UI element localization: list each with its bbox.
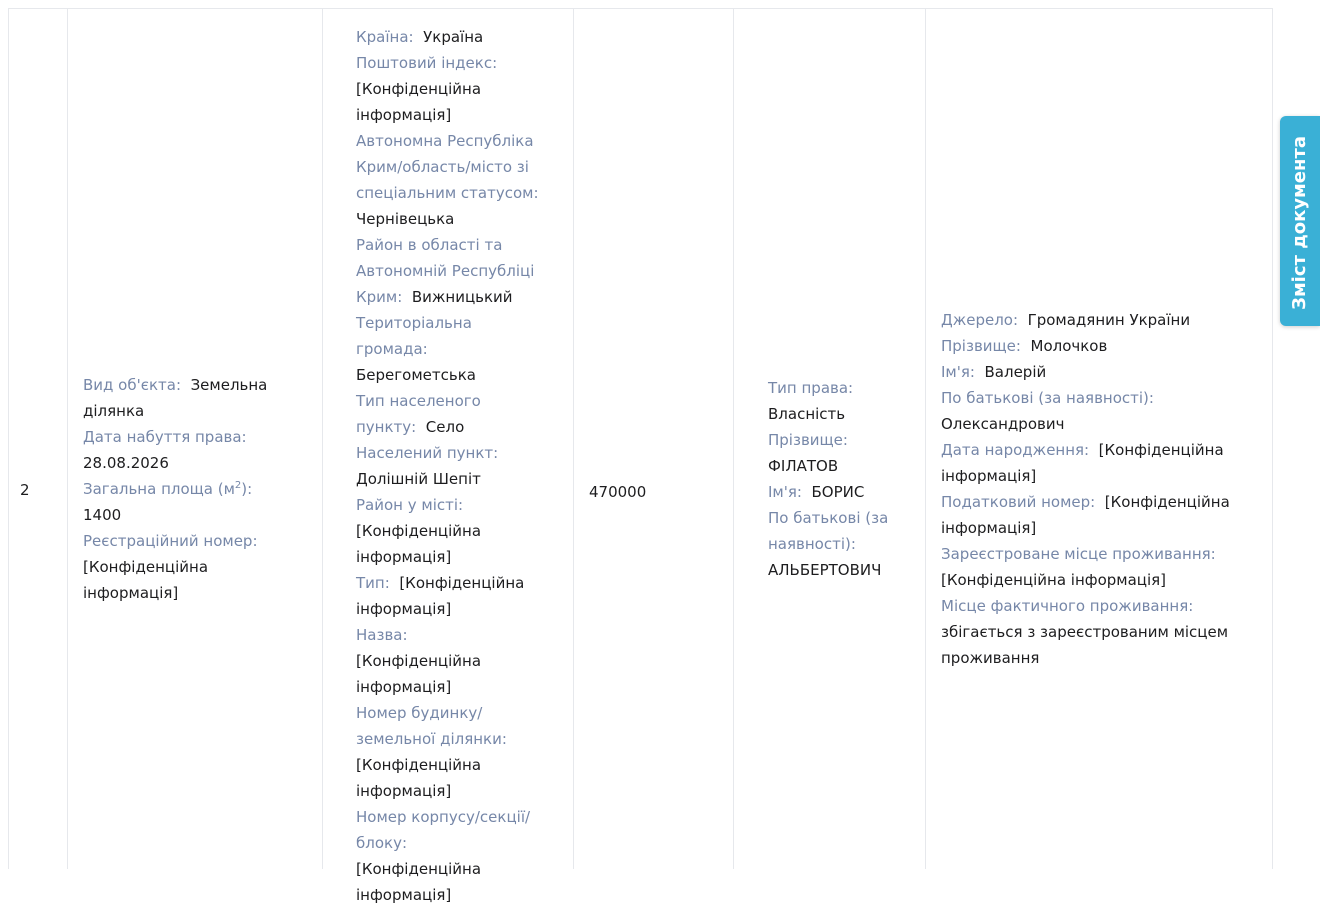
cell-row-number [9,9,68,869]
cell-right-holder [734,9,926,869]
actual-place-label: Місце фактичного проживання: [941,597,1194,615]
registered-place-label: Зареєстроване місце проживання: [941,545,1216,563]
cell-object-info [68,9,323,869]
row-number: 2 [20,481,30,499]
holder-surname-label: Прізвище: [768,431,848,449]
tax-number-label: Податковий номер: [941,493,1096,511]
settlement-type-label: Тип населеного пункту: [356,392,481,436]
source-patronymic-value: Олександрович [941,415,1065,433]
tax-number-value: [Конфіденційна інформація] [941,493,1230,537]
source-value: Громадянин України [1027,311,1191,329]
source-label: Джерело: [941,311,1019,329]
declaration-table [8,8,1273,904]
birth-date-label: Дата народження: [941,441,1090,459]
house-number-label: Номер будинку/ земельної ділянки: [356,704,507,748]
cell-address [323,9,574,904]
region-value: Чернівецька [356,210,455,228]
birth-date-value: [Конфіденційна інформація] [941,441,1224,485]
district-label: Район в області та Автономній Республіці Крим: [356,236,535,306]
postcode-value: [Конфіденційна інформація] [356,80,482,124]
street-type-value: [Конфіденційна інформація] [356,574,525,618]
region-label: Автономна Республіка Крим/область/місто зі спеціальним статусом: [356,132,539,202]
object-value: 470000 [589,483,647,501]
source-name-label: Ім'я: [941,363,975,381]
holder-patronymic-value: АЛЬБЕРТОВИЧ [768,561,882,579]
source-surname-value: Молочков [1030,337,1108,355]
street-type-label: Тип: [356,574,390,592]
registration-number-label: Реєстраційний номер: [83,532,258,550]
document-contents-tab-label: Зміст документа [1289,136,1310,310]
holder-surname-value: ФІЛАТОВ [768,457,839,475]
settlement-label: Населений пункт: [356,444,499,462]
source-patronymic-label: По батькові (за наявності): [941,389,1154,407]
cell-value [574,9,734,869]
street-name-label: Назва: [356,626,408,644]
settlement-value: Долішній Шепіт [356,470,481,488]
street-name-value: [Конфіденційна інформація] [356,652,482,696]
source-name-value: Валерій [984,363,1047,381]
right-type-value: Власність [768,405,846,423]
city-district-value: [Конфіденційна інформація] [356,522,482,566]
registration-number-value: [Конфіденційна інформація] [83,558,209,602]
house-number-value: [Конфіденційна інформація] [356,756,482,800]
area-label: Загальна площа $(м^2)$: [83,480,253,498]
block-number-label: Номер корпусу/секції/ блоку: [356,808,531,852]
block-number-value: [Конфіденційна інформація] [356,860,482,904]
area-value: 1400 [83,506,122,524]
object-kind-value: Земельна ділянка [83,376,268,420]
district-value: Вижницький [411,288,513,306]
document-contents-tab[interactable] [1280,116,1320,326]
actual-place-value: збігається з зареєстрованим місцем проживання [941,623,1229,667]
registered-place-value: [Конфіденційна інформація] [941,571,1167,589]
community-label: Територіальна громада: [356,314,472,358]
acquisition-date-value: 28.08.2026 [83,454,169,472]
postcode-label: Поштовий індекс: [356,54,498,72]
object-kind-label: Вид об'єкта: [83,376,182,394]
holder-name-label: Ім'я: [768,483,802,501]
community-value: Берегометська [356,366,476,384]
holder-name-value: БОРИС [811,483,865,501]
source-surname-label: Прізвище: [941,337,1021,355]
settlement-type-value: Село [425,418,465,436]
country-label: Країна: [356,28,414,46]
right-type-label: Тип права: [768,379,854,397]
city-district-label: Район у місті: [356,496,464,514]
cell-source [926,9,1272,869]
acquisition-date-label: Дата набуття права: [83,428,247,446]
country-value: Україна [423,28,484,46]
holder-patronymic-label: По батькові (за наявності): [768,509,889,553]
